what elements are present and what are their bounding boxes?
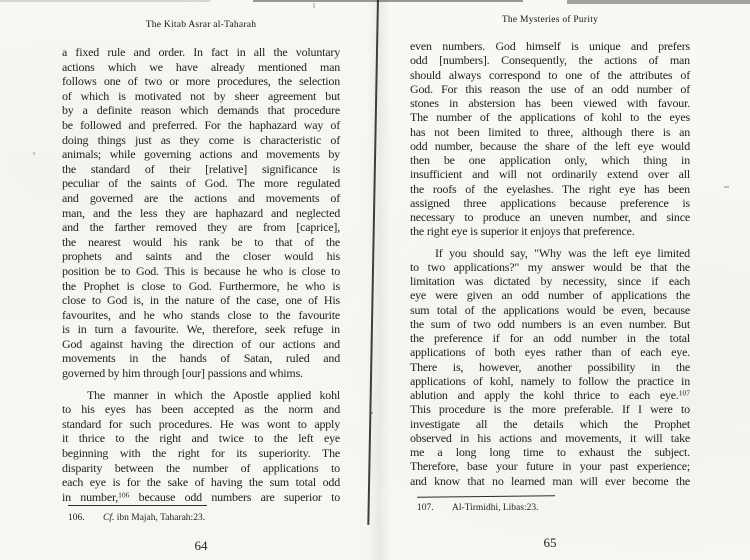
- text-line: governed by him through [our] passions and whims.: [62, 366, 303, 381]
- text-line: and the farther removed they are from [caprice],: [62, 220, 340, 235]
- text-line: The number of the applications of kohl to the eyes: [410, 110, 690, 125]
- text-line: then be one application only, which thing in: [410, 153, 690, 167]
- text-line: the preference if for an odd number in the total: [410, 331, 690, 345]
- footnote-text: [452, 503, 538, 513]
- text-line: stones in abstersion has been viewed with favour.: [410, 96, 690, 110]
- text-line: should always correspond to one of the attributes of: [410, 67, 690, 82]
- text-line: applications of both eyes rather than of each eye.: [410, 345, 690, 360]
- text-line: in number,$^{106}$ because odd numbers are superior to: [62, 489, 340, 504]
- footnote-citation: Al-Tirmidhi, Libas:23.: [452, 503, 539, 513]
- text-line: ablution and apply the kohl thrice to each eye.$^{107}$: [410, 388, 690, 402]
- text-line: peculiar of the saints of God. The more regulated: [62, 176, 340, 191]
- text-line: odd [numbers]. Consequently, the actions of man: [410, 53, 690, 68]
- text-line: God against having the direction of our actions and: [62, 336, 340, 351]
- text-line: animals; while governing actions and movements by: [62, 147, 340, 162]
- text-line: it thrice to the right and twice to the left eye: [62, 431, 340, 446]
- text-line: the Prophet is close to God. Furthermore, he who is: [62, 278, 340, 293]
- text-line: the nearest would his rank be to that of the: [62, 234, 340, 249]
- text-line: even numbers. God himself is unique and prefers: [410, 39, 690, 53]
- right-page-number: 65: [543, 535, 557, 550]
- text-line: to two applications?" my answer would be that the: [410, 259, 690, 274]
- text-line: the right eye is superior it enjoys that preference.: [410, 224, 635, 239]
- footnote-number: 107.: [417, 503, 434, 513]
- footnote-number: 106.: [68, 513, 85, 523]
- text-line: and governed are the actions and movements of: [62, 190, 340, 205]
- left-page-running-header: The Kitab Asrar al-Taharah: [145, 20, 257, 30]
- text-line: close to God is, in the nature of the case, one of His: [62, 293, 340, 308]
- text-line: actions which we have already mentioned man: [62, 59, 340, 74]
- text-line: by a definite reason which demands that procedure: [62, 103, 340, 118]
- text-line: investigate all the details which the Prophet: [410, 416, 690, 431]
- footnote-text: [103, 513, 205, 523]
- text-line: If you should say, "Why was the left eye limited: [435, 245, 690, 260]
- text-line: the sum of two odd numbers is an even number. But: [410, 316, 690, 331]
- footnote: [68, 513, 205, 523]
- scan-smudge-top-right: [567, 0, 750, 4]
- text-line: This procedure is the more preferable. If I were to: [410, 402, 690, 417]
- text-line: to his eyes has been accepted as the norm and: [62, 402, 340, 417]
- text-line: sum total of the applications would be even, because: [410, 302, 690, 317]
- footnote-ref-superscript: 106: [118, 490, 130, 500]
- text-line: has not been limited to three, although there is an: [410, 124, 690, 139]
- text-line: the roofs of the eyelashes. The right eye has been: [410, 181, 690, 196]
- text-line: doing things just as they come is characteristic of: [62, 132, 340, 147]
- scan-speck: [724, 186, 729, 188]
- text-line: each eye is for the sake of having the sum total odd: [62, 475, 340, 490]
- text-line: beginning with the right for its superiority. The: [62, 446, 340, 461]
- text-line: eye were given an odd number of applications the: [410, 288, 690, 303]
- text-line: movements in the hands of Satan, ruled and: [62, 351, 340, 366]
- text-line: limitation was dictated by necessity, since if each: [410, 274, 690, 288]
- text-line: insufficient and will not ordinarily extend over all: [410, 167, 690, 182]
- right-page-body-text: [410, 39, 690, 488]
- text-line: assigned three applications because preference is: [410, 195, 690, 210]
- text-line: standard for such procedures. He was wont to apply: [62, 416, 340, 431]
- paragraph: [410, 39, 690, 239]
- text-line: odd number, because the share of the left eye would: [410, 138, 690, 153]
- scan-speck: [33, 152, 35, 155]
- text-line: and know that no learned man will ever become the: [410, 473, 690, 488]
- text-line: position be to God. This is because he who is close to: [62, 263, 340, 278]
- paragraph: [410, 246, 690, 488]
- text-line: God. For this reason the use of an odd number of: [410, 81, 690, 96]
- right-page-running-header: The Mysteries of Purity: [501, 15, 599, 25]
- text-line: a fixed rule and order. In fact in all the voluntary: [62, 45, 340, 59]
- text-line: me a long long time to exhaust the subject.: [410, 445, 690, 459]
- text-line: There is, however, another possibility in the: [410, 359, 690, 374]
- footnote-citation-abbrev: Cf.: [103, 513, 115, 523]
- text-line: prophets and saints and the closer would his: [62, 249, 340, 264]
- paragraph: [62, 45, 340, 381]
- text-line: The manner in which the Apostle applied kohl: [87, 387, 340, 402]
- paragraph: [62, 388, 340, 505]
- left-page-number: 64: [194, 538, 208, 553]
- text-line: is in turn a favourite. We, therefore, seek refuge in: [62, 322, 340, 337]
- left-page-body-text: [62, 45, 340, 504]
- text-line: disparity between the number of applications to: [62, 460, 340, 475]
- footnote-rule: [417, 495, 555, 498]
- text-line: favourites, and he who stands close to the favourite: [62, 307, 340, 322]
- text-line: man, and the less they are haphazard and neglected: [62, 205, 340, 220]
- text-line: applications of kohl, namely to follow the practice in: [410, 373, 690, 388]
- footnote: [417, 503, 538, 513]
- text-line: Therefore, base your future in your past experience;: [410, 459, 690, 474]
- scan-speck: [313, 3, 315, 8]
- text-line: the standard of their [relative] significance is: [62, 161, 340, 176]
- text-line: of which is motivated not by sheer agreement but: [62, 88, 340, 103]
- gutter-shadow: [366, 0, 396, 560]
- scan-smudge-top-left: [0, 0, 210, 2]
- footnote-citation: ibn Majah, Taharah:23.: [114, 513, 206, 523]
- footnote-ref-superscript: 107: [678, 388, 690, 398]
- text-line: necessary to produce an uneven number, and since: [410, 210, 690, 224]
- text-line: observed in his actions and movements, it will take: [410, 430, 690, 445]
- text-line: be followed and preferred. For the haphazard way of: [62, 117, 340, 132]
- text-line: follows one of two or more procedures, the selection: [62, 74, 340, 89]
- footnote-rule: [68, 505, 207, 506]
